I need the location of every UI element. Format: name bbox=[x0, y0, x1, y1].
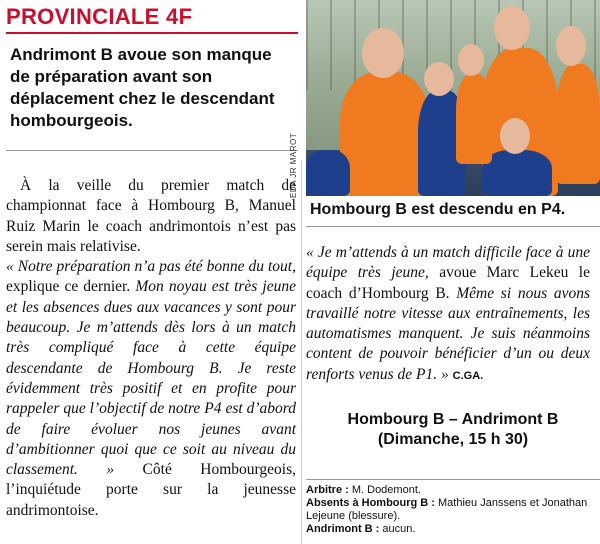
caption-divider bbox=[306, 226, 600, 227]
section-title: PROVINCIALE 4F bbox=[6, 2, 298, 34]
absent-home-label: Absents à Hombourg B : bbox=[306, 497, 435, 509]
article-column-2 bbox=[306, 243, 590, 386]
photo-caption: Hombourg B est descendu en P4. bbox=[310, 201, 566, 218]
referee-label: Arbitre : bbox=[306, 484, 349, 496]
match-divider bbox=[306, 479, 600, 480]
quote-text: « Je m’attends à un match difficile face à une équipe très jeune, bbox=[306, 244, 590, 282]
article-text: Côté Hombourgeois, l’inquiétude porte sur la jeunesse andrimontoise. bbox=[6, 461, 296, 519]
article-quote-block bbox=[306, 243, 590, 386]
absent-away-value: aucun. bbox=[382, 523, 416, 535]
player-figure bbox=[556, 64, 600, 184]
absent-home-value: Mathieu Janssens et Jonathan Lejeune (blessure). bbox=[306, 497, 588, 522]
referee-line bbox=[306, 484, 600, 497]
article-column-1 bbox=[6, 176, 296, 521]
match-title: Hombourg B – Andrimont B bbox=[347, 411, 559, 428]
player-head bbox=[494, 6, 530, 50]
article-intro: À la veille du premier match de championnat face à Hombourg B, Manuel Ruiz Marin le coach andrimontois n’est pas serein mais relativise. bbox=[6, 177, 296, 255]
quote-text: « Notre préparation n’a pas été bonne du tout, bbox=[6, 258, 296, 276]
player-figure bbox=[306, 150, 350, 196]
player-figure bbox=[456, 74, 492, 164]
player-figure bbox=[340, 72, 430, 196]
player-head bbox=[556, 26, 586, 66]
quote-text: Même si nous avons travaillé notre vitesse aux entraînements, les automatismes manquent. Je suis néanmoins content de pouvoir bénéficier d’un ou deux renforts venus de P1. » bbox=[306, 284, 590, 383]
team-photo bbox=[306, 0, 600, 196]
match-box bbox=[306, 410, 600, 450]
lead-divider bbox=[6, 150, 298, 151]
player-head bbox=[458, 44, 484, 76]
player-head bbox=[362, 28, 404, 78]
player-figure bbox=[482, 150, 552, 196]
referee-value: M. Dodemont. bbox=[351, 484, 421, 496]
photo-credit: EDA JR MAROT bbox=[289, 132, 298, 198]
lead-paragraph: Andrimont B avoue son manque de préparation avant son déplacement chez le descendant hombourgeois. bbox=[10, 45, 275, 130]
player-head bbox=[424, 62, 454, 96]
absent-home-line bbox=[306, 497, 600, 523]
attribution-text: avoue Marc Lekeu le coach d’Hombourg B. bbox=[306, 264, 590, 302]
match-facts bbox=[306, 484, 600, 536]
absent-away-line bbox=[306, 523, 600, 536]
player-head bbox=[500, 118, 530, 154]
absent-away-label: Andrimont B : bbox=[306, 523, 380, 535]
author-byline: C.GA. bbox=[452, 369, 484, 382]
quote-text: Mon noyau est très jeune et les absences dues aux vacances y sont pour beaucoup. Je m’attends dès lors à un match très compliqué face à cette équipe descendante de Hombourg B. Je reste évidemment très positif et en profite pour rappeler que l’objectif de notre P4 est d’abord de faire évoluer nos jeunes avant d’ambitionner quoi que ce soit au niveau du classement. » bbox=[6, 278, 296, 479]
attribution-text: explique ce dernier. bbox=[6, 278, 136, 296]
article-quote-block bbox=[6, 257, 296, 521]
match-time: (Dimanche, 15 h 30) bbox=[377, 431, 529, 448]
column-divider bbox=[301, 160, 302, 544]
